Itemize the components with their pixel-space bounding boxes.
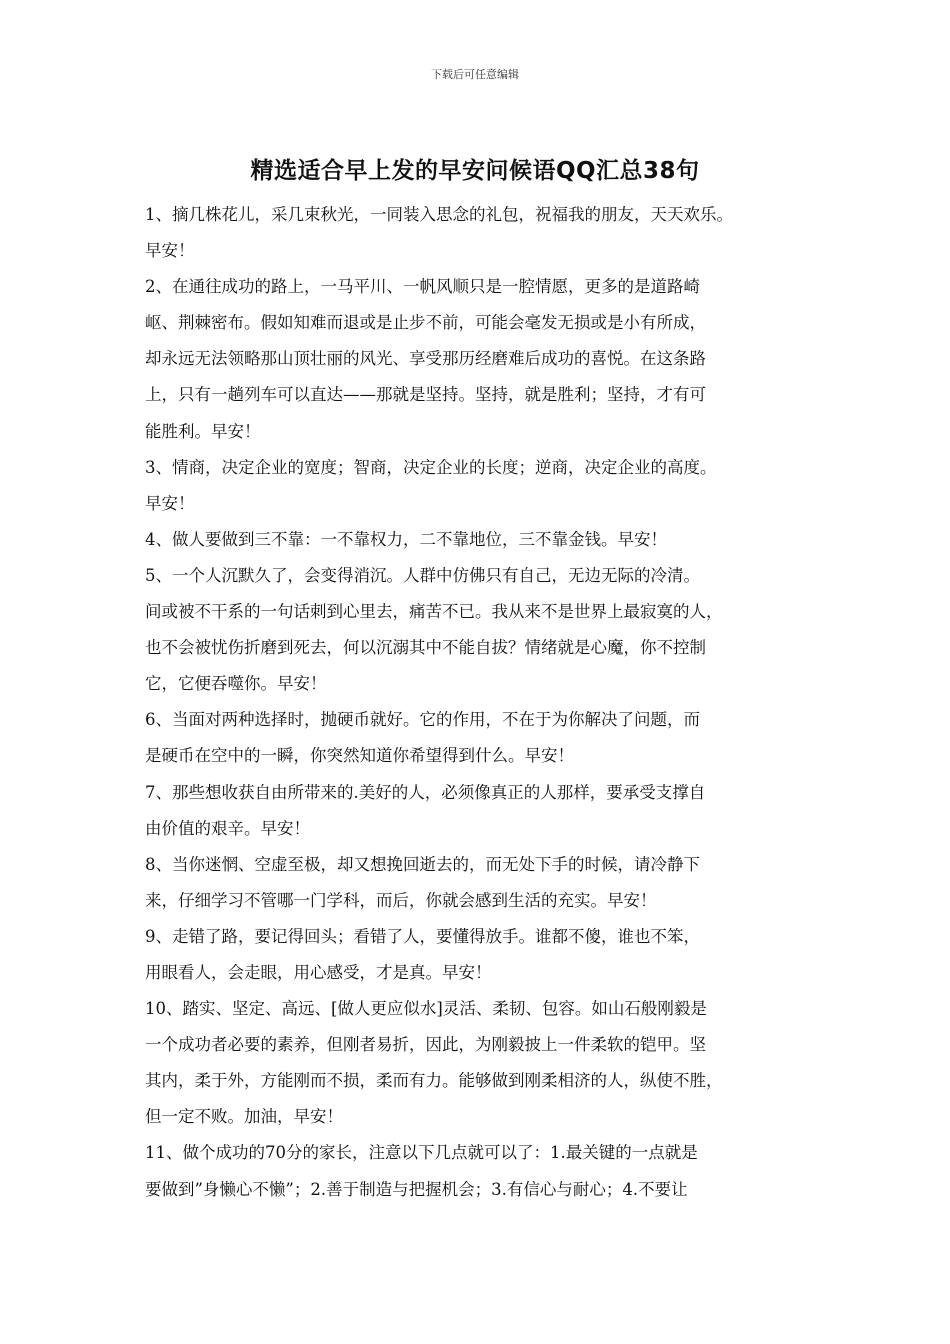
body-text-line: 早安！: [145, 493, 195, 513]
body-text-line: 岖、荆棘密布。假如知难而退或是止步不前，可能会毫发无损或是小有所成，: [145, 313, 706, 333]
body-text-line: 4、做人要做到三不靠：一不靠权力，二不靠地位，三不靠金钱。早安！: [145, 529, 667, 549]
page-header-note: 下载后可任意编辑: [431, 68, 519, 81]
body-text-line: 早安！: [145, 241, 195, 261]
body-text-line: 也不会被忧伤折磨到死去，何以沉溺其中不能自拔？情绪就是心魔，你不控制: [145, 638, 706, 658]
body-text-line: 3、情商，决定企业的宽度；智商，决定企业的长度；逆商，决定企业的高度。: [145, 457, 717, 477]
body-text-line: 它，它便吞噬你。早安！: [145, 674, 327, 694]
body-text-line: 间或被不干系的一句话刺到心里去，痛苦不已。我从来不是世界上最寂寞的人，: [145, 602, 723, 622]
body-text-line: 上，只有一趟列车可以直达——那就是坚持。坚持，就是胜利；坚持，才有可: [145, 385, 706, 405]
body-text-line: 6、当面对两种选择时，抛硬币就好。它的作用，不在于为你解决了问题，而: [145, 710, 700, 730]
body-text-line: 能胜利。早安！: [145, 421, 261, 441]
body-text-line: 5、一个人沉默久了，会变得消沉。人群中仿佛只有自己，无边无际的冷清。: [145, 565, 700, 585]
body-text-line: 是硬币在空中的一瞬，你突然知道你希望得到什么。早安！: [145, 746, 574, 766]
body-text-line: 2、在通往成功的路上，一马平川、一帆风顺只是一腔情愿，更多的是道路崎: [145, 277, 700, 297]
body-text-line: 一个成功者必要的素养，但刚者易折，因此，为刚毅披上一件柔软的铠甲。坚: [145, 1035, 706, 1055]
body-text-line: 11、做个成功的70分的家长，注意以下几点就可以了：1.最关键的一点就是: [145, 1143, 698, 1163]
body-text-line: 来，仔细学习不管哪一门学科，而后，你就会感到生活的充实。早安！: [145, 890, 657, 910]
body-text-line: 10、踏实、坚定、高远、[做人更应似水]灵活、柔韧、包容。如山石般刚毅是: [145, 999, 707, 1019]
body-text-line: 却永远无法领略那山顶壮丽的风光、享受那历经磨难后成功的喜悦。在这条路: [145, 349, 706, 369]
document-body: [145, 197, 825, 1208]
body-text-line: 用眼看人，会走眼，用心感受，才是真。早安！: [145, 962, 492, 982]
body-text-line: 其内，柔于外，方能刚而不损，柔而有力。能够做到刚柔相济的人，纵使不胜，: [145, 1071, 723, 1091]
body-text-line: 由价值的艰辛。早安！: [145, 818, 310, 838]
body-text-line: 要做到”身懒心不懒”；2.善于制造与把握机会；3.有信心与耐心；4.不要让: [145, 1179, 688, 1199]
body-text-line: 9、走错了路，要记得回头；看错了人，要懂得放手。谁都不傻，谁也不笨，: [145, 926, 700, 946]
body-text-line: 但一定不败。加油，早安！: [145, 1107, 343, 1127]
body-text-line: 7、那些想收获自由所带来的.美好的人，必须像真正的人那样，要承受支撑自: [145, 782, 706, 802]
body-text-line: 1、摘几株花儿，采几束秋光，一同装入思念的礼包，祝福我的朋友，天天欢乐。: [145, 205, 733, 224]
document-title: 精选适合早上发的早安问候语QQ汇总38句: [250, 158, 700, 184]
body-text-line: 8、当你迷惘、空虚至极，却又想挽回逝去的，而无处下手的时候，请冷静下: [145, 854, 700, 874]
